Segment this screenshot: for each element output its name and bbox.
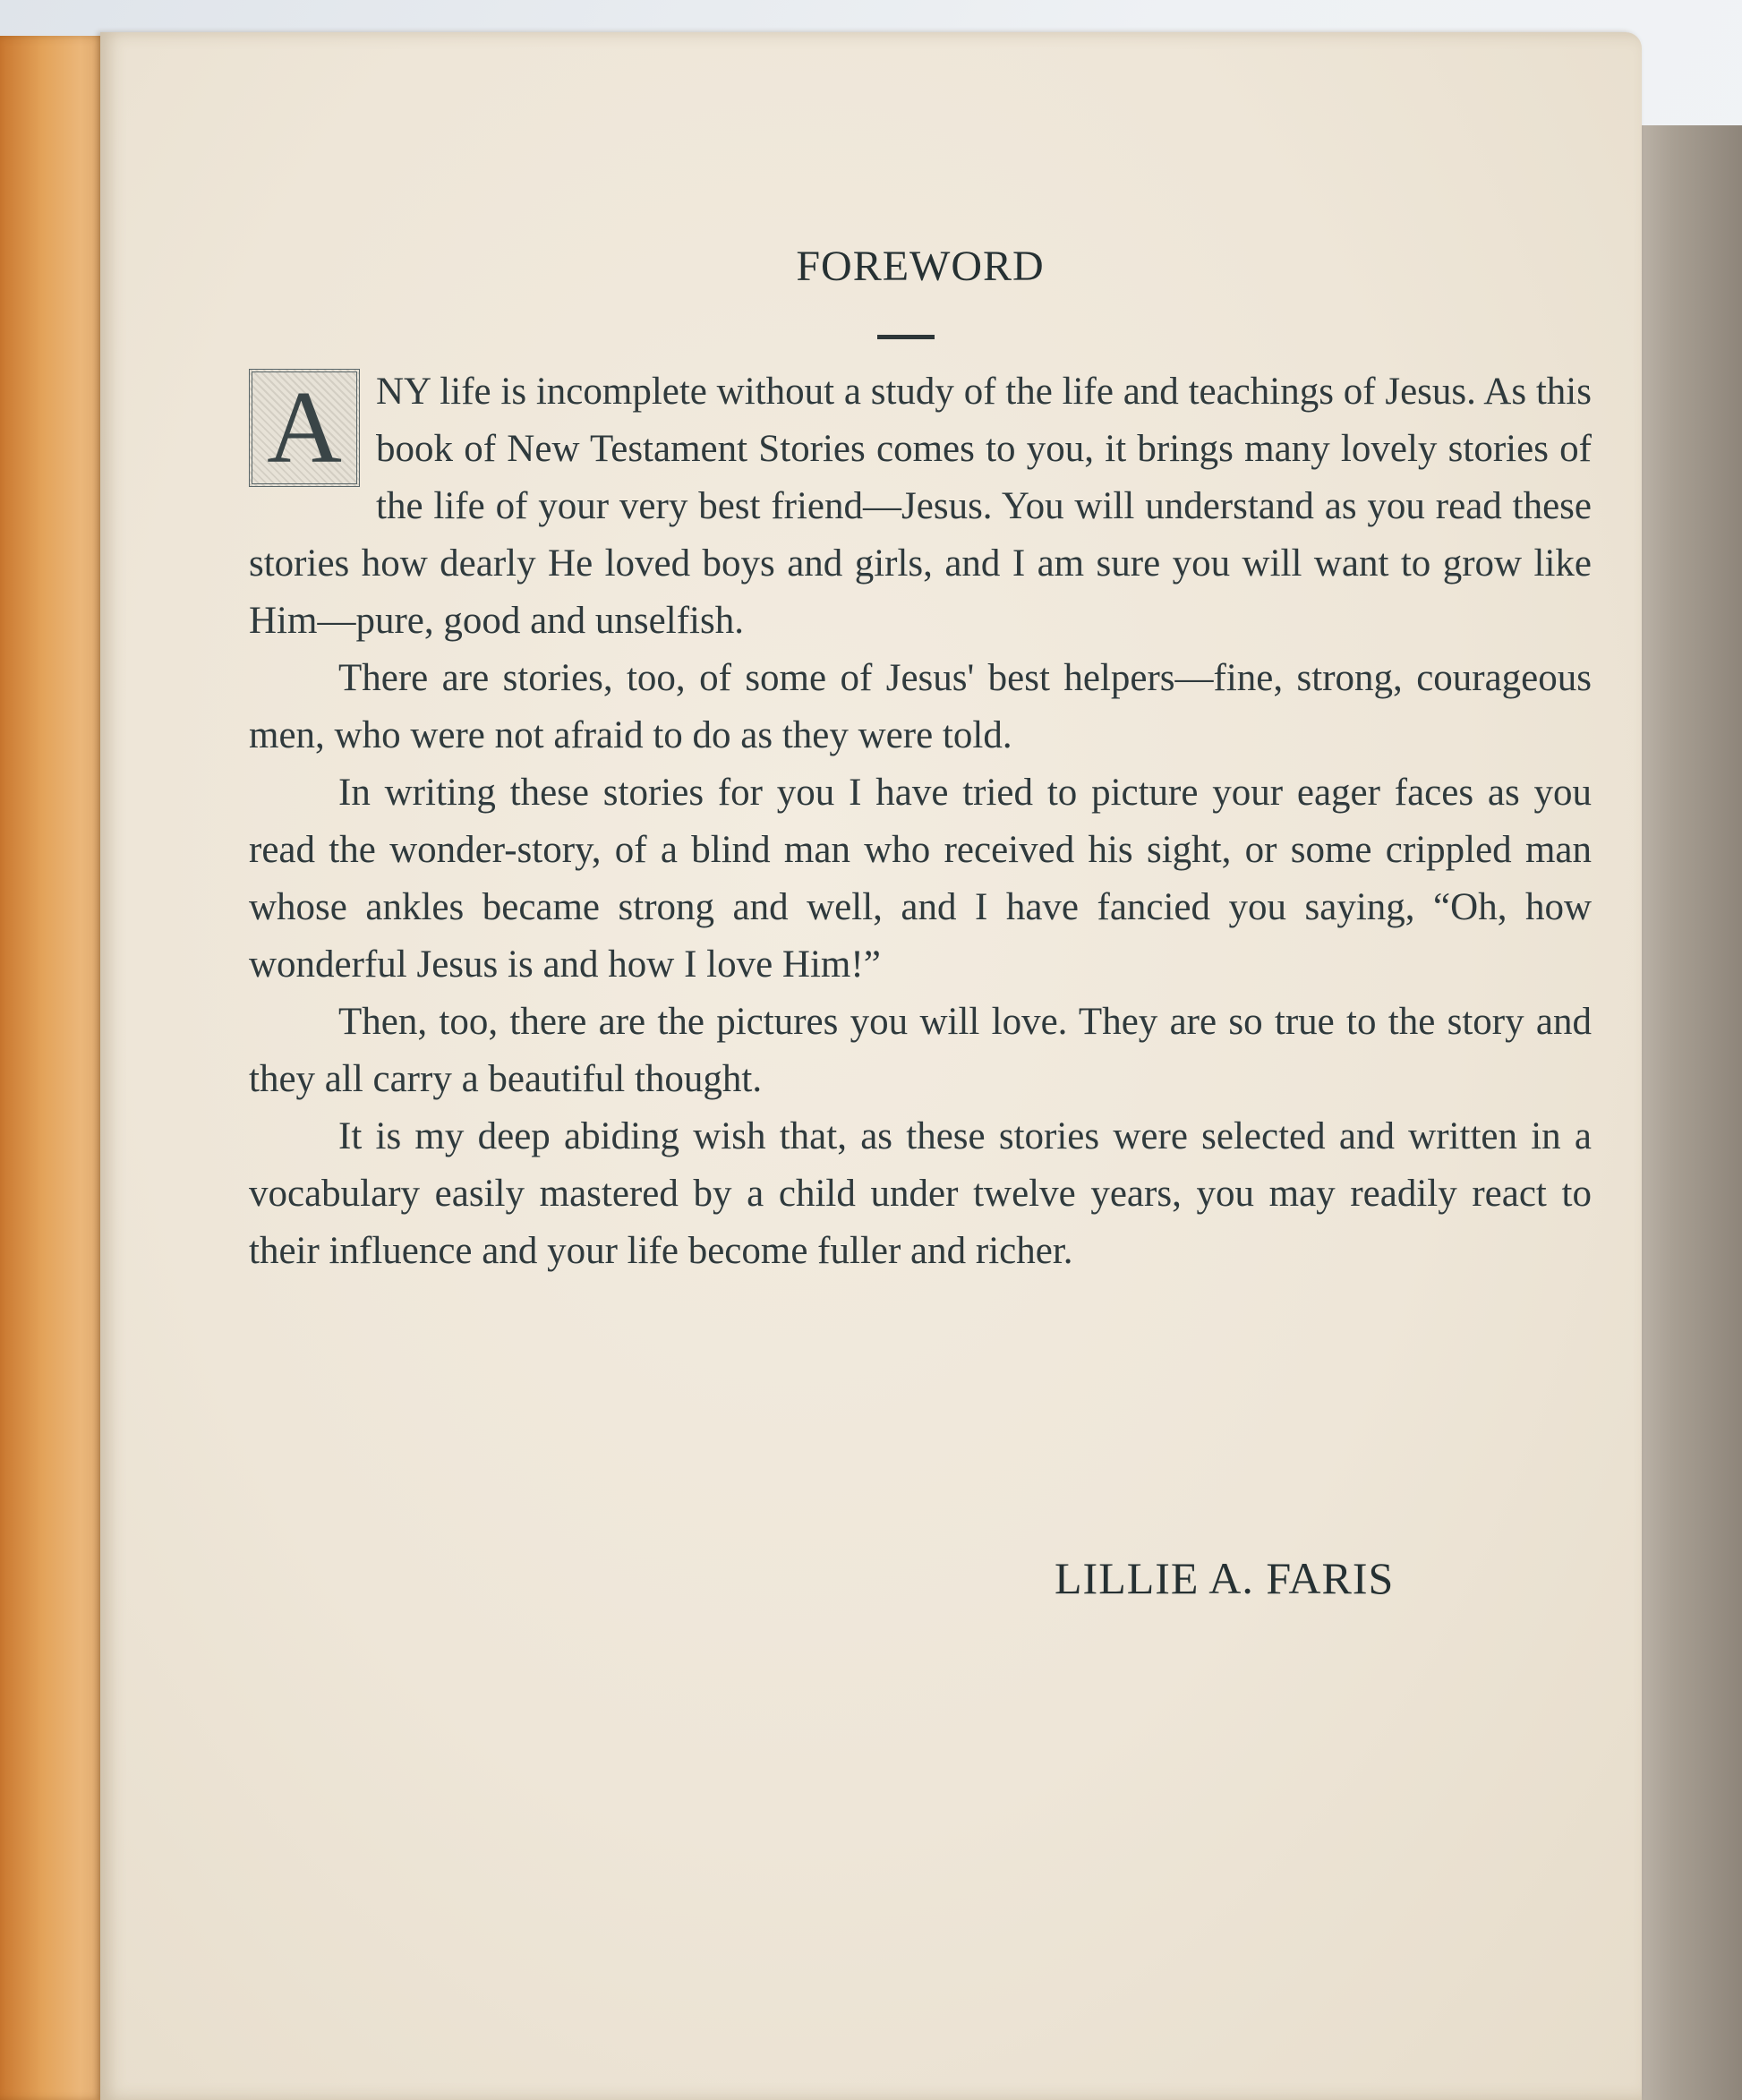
foreword-body <box>249 363 1592 1280</box>
paragraph-3: In writing these stories for you I have tried to picture your eager faces as you read the wonder-story, of a blind man who received his sight, or some crippled man whose ankles became strong and well, and I have fancied you saying, “Oh, how wonderful Jesus is and how I love Him!” <box>249 772 1592 986</box>
paragraph-1-text: NY life is incomplete without a study of the life and teachings of Jesus. As this book of New Testament Stories comes to you, it brings many lovely stories of the life of your very best friend—Jesus. You will understand as you read these stories how dearly He loved boys and girls, and I am sure you will want to grow like Him—pure, good and unselfish. <box>249 371 1592 642</box>
paragraph-1 <box>249 363 1592 650</box>
book-cover-edge <box>0 36 107 2100</box>
drop-cap-initial: A <box>249 369 360 487</box>
author-signature: LILLIE A. FARIS <box>1055 1553 1395 1603</box>
paragraph-2: There are stories, too, of some of Jesus' best helpers—fine, strong, courageous men, who were not afraid to do as they were told. <box>249 657 1592 756</box>
book-page <box>100 32 1642 2100</box>
paragraph-4: Then, too, there are the pictures you will love. They are so true to the story and they all carry a beautiful thought. <box>249 1001 1592 1100</box>
page-heading: FOREWORD <box>796 243 1045 290</box>
paragraph-5: It is my deep abiding wish that, as these stories were selected and written in a vocabulary easily mastered by a child under twelve years, you may readily react to their influence and your life become fuller and richer. <box>249 1115 1592 1272</box>
heading-rule <box>877 335 935 339</box>
